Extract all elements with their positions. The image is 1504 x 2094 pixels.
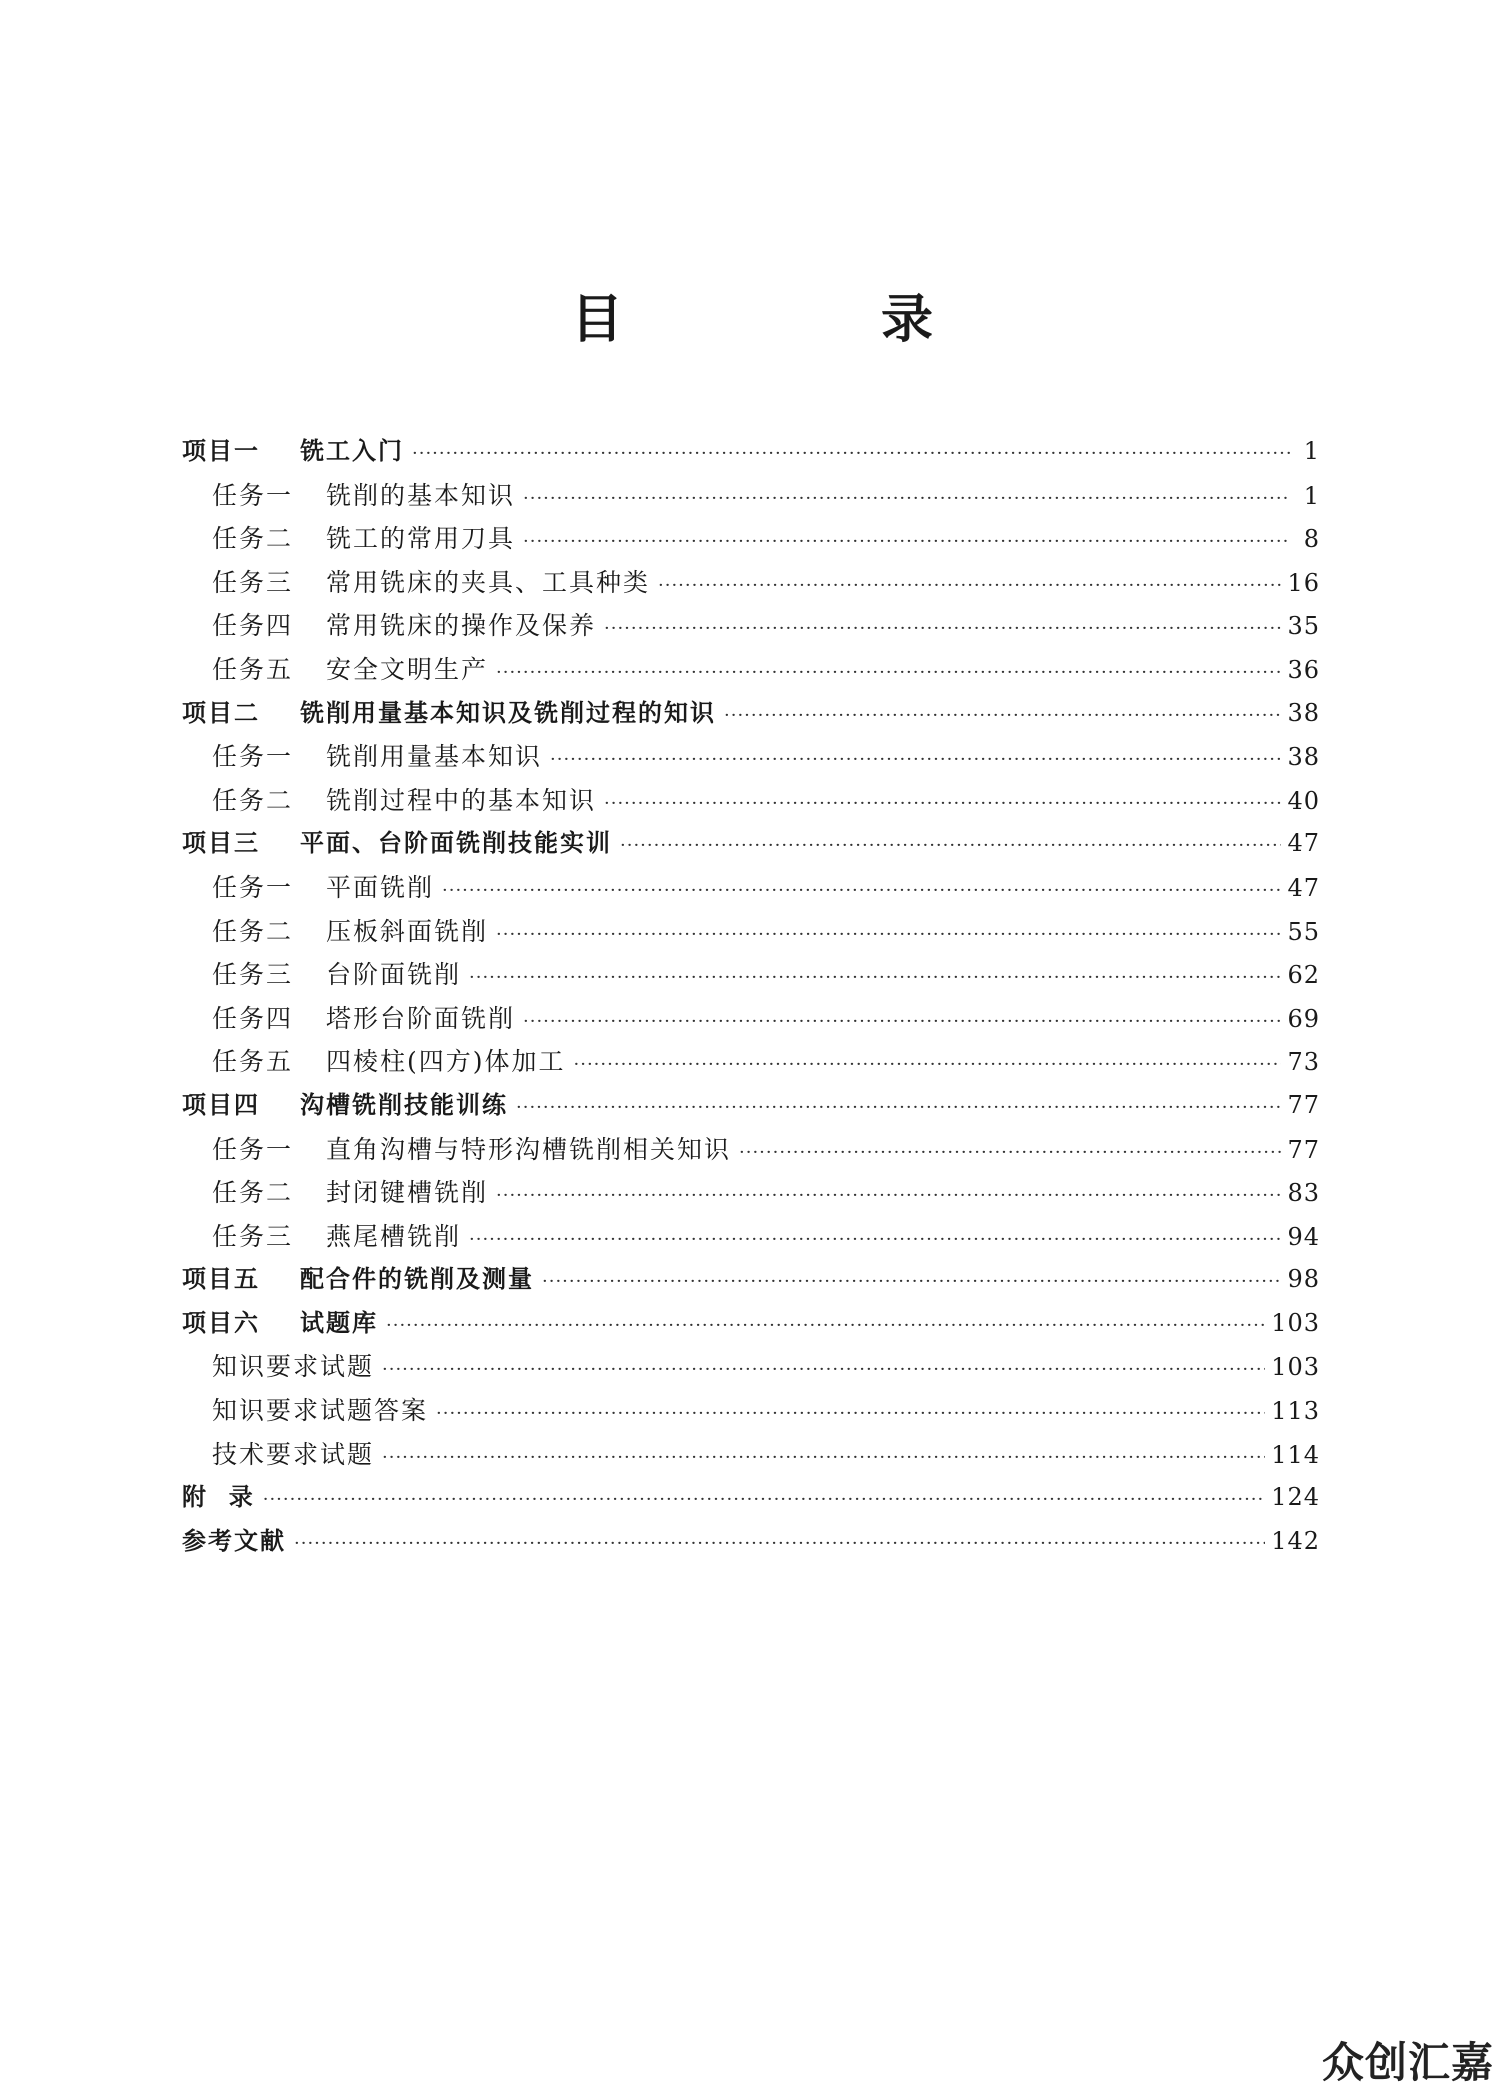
toc-entry-number: 项目二 <box>182 698 260 727</box>
dot-leader <box>523 520 1290 564</box>
toc-entry[interactable] <box>182 1215 1320 1259</box>
toc-entry-label: 配合件的铣削及测量 <box>300 1265 534 1294</box>
toc-entry-label: 塔形台阶面铣削 <box>326 1003 516 1033</box>
toc-entry-label: 燕尾槽铣削 <box>326 1221 462 1251</box>
toc-entry-number: 任务四 <box>212 1003 294 1033</box>
toc-entry-label: 铣削用量基本知识及铣削过程的知识 <box>300 698 716 727</box>
toc-entry-label: 平面铣削 <box>326 872 435 902</box>
toc-entry-number: 任务五 <box>212 1047 294 1077</box>
toc-entry[interactable] <box>182 604 1320 648</box>
toc-entry[interactable] <box>182 866 1320 910</box>
toc-entry[interactable] <box>182 1345 1320 1389</box>
toc-entry[interactable] <box>182 648 1320 692</box>
toc-entry[interactable] <box>182 910 1320 954</box>
toc-entry-number: 任务一 <box>212 1134 294 1164</box>
dot-leader <box>382 1436 1265 1480</box>
toc-entry-page-number: 83 <box>1287 1179 1320 1208</box>
dot-leader <box>294 1522 1265 1566</box>
toc-entry[interactable] <box>182 1520 1320 1564</box>
toc-entry-page-number: 1 <box>1303 481 1320 510</box>
toc-entry-page-number: 124 <box>1271 1483 1320 1512</box>
toc-entry-number: 任务三 <box>212 960 294 990</box>
toc-entry-label: 铣工入门 <box>300 437 404 465</box>
toc-entry-page-number: 98 <box>1287 1265 1320 1294</box>
toc-entry-label: 铣削过程中的基本知识 <box>326 785 597 815</box>
toc-entry-number: 任务五 <box>212 654 294 684</box>
dot-leader <box>496 651 1281 695</box>
toc-entry-number: 任务三 <box>212 1221 294 1251</box>
dot-leader <box>604 782 1281 826</box>
toc-entry[interactable] <box>182 561 1320 605</box>
toc-entry-number: 任务三 <box>212 567 294 597</box>
toc-entry-number: 任务二 <box>212 916 294 946</box>
toc-entry[interactable] <box>182 1433 1320 1477</box>
toc-entry[interactable] <box>182 692 1320 736</box>
toc-entry[interactable] <box>182 953 1320 997</box>
toc-entry-number: 项目三 <box>182 829 260 858</box>
toc-entry-label: 安全文明生产 <box>326 654 489 684</box>
toc-entry-page-number: 77 <box>1287 1135 1320 1164</box>
toc-entry-label: 四棱柱(四方)体加工 <box>326 1047 566 1077</box>
toc-entry-label: 封闭键槽铣削 <box>326 1178 489 1208</box>
toc-entry[interactable] <box>182 779 1320 823</box>
toc-entry[interactable] <box>182 1258 1320 1302</box>
toc-entry-page-number: 114 <box>1271 1440 1320 1469</box>
toc-entry-label: 压板斜面铣削 <box>326 916 489 946</box>
toc-entry-page-number: 47 <box>1287 829 1320 858</box>
toc-entry-page-number: 113 <box>1271 1397 1320 1426</box>
dot-leader <box>386 1304 1265 1348</box>
toc-entry[interactable] <box>182 1302 1320 1346</box>
toc-entry-number: 任务二 <box>212 524 294 554</box>
toc-entry-page-number: 38 <box>1287 743 1320 772</box>
toc-entry-number: 任务四 <box>212 611 294 641</box>
dot-leader <box>658 564 1281 608</box>
toc-entry[interactable] <box>182 735 1320 779</box>
toc-entry-page-number: 47 <box>1287 873 1320 902</box>
toc-entry-page-number: 142 <box>1271 1526 1320 1555</box>
dot-leader <box>724 694 1281 738</box>
toc-entry-number: 项目六 <box>182 1308 260 1337</box>
toc-entry-label: 附 录 <box>182 1483 255 1512</box>
toc-entry[interactable] <box>182 1040 1320 1084</box>
dot-leader <box>620 824 1281 868</box>
table-of-contents <box>182 430 1320 1563</box>
toc-entry-label: 铣削用量基本知识 <box>326 742 543 772</box>
toc-entry-page-number: 40 <box>1287 786 1320 815</box>
watermark-logo: 众创汇嘉 <box>1321 2038 1494 2087</box>
toc-entry-label: 参考文献 <box>182 1526 286 1555</box>
toc-entry-label: 试题库 <box>300 1308 378 1337</box>
dot-leader <box>263 1478 1265 1522</box>
dot-leader <box>496 913 1281 957</box>
toc-entry-page-number: 35 <box>1287 612 1320 641</box>
dot-leader <box>496 1174 1281 1218</box>
dot-leader <box>604 607 1281 651</box>
dot-leader <box>469 956 1281 1000</box>
toc-entry-label: 台阶面铣削 <box>326 960 462 990</box>
page-title: 目 录 <box>570 290 1054 350</box>
toc-entry[interactable] <box>182 474 1320 518</box>
toc-entry-number: 任务一 <box>212 742 294 772</box>
dot-leader <box>436 1392 1265 1436</box>
dot-leader <box>550 738 1281 782</box>
toc-entry-page-number: 94 <box>1287 1222 1320 1251</box>
toc-entry-label: 常用铣床的夹具、工具种类 <box>326 567 651 597</box>
dot-leader <box>523 1000 1281 1044</box>
dot-leader <box>382 1348 1265 1392</box>
toc-entry-number: 任务二 <box>212 1178 294 1208</box>
toc-entry-page-number: 69 <box>1287 1004 1320 1033</box>
toc-entry-page-number: 103 <box>1271 1353 1320 1382</box>
toc-entry-page-number: 8 <box>1303 525 1320 554</box>
toc-entry-label: 直角沟槽与特形沟槽铣削相关知识 <box>326 1134 732 1164</box>
toc-entry-page-number: 73 <box>1287 1048 1320 1077</box>
toc-entry-label: 知识要求试题 <box>212 1352 375 1382</box>
toc-entry-page-number: 16 <box>1287 568 1320 597</box>
toc-entry[interactable] <box>182 430 1320 474</box>
toc-entry-page-number: 77 <box>1287 1090 1320 1119</box>
toc-entry[interactable] <box>182 1128 1320 1172</box>
toc-entry[interactable] <box>182 822 1320 866</box>
dot-leader <box>469 1218 1281 1262</box>
dot-leader <box>739 1131 1281 1175</box>
toc-entry[interactable] <box>182 1476 1320 1520</box>
toc-entry-page-number: 38 <box>1287 698 1320 727</box>
toc-entry-number: 项目四 <box>182 1090 260 1119</box>
toc-entry-number: 任务二 <box>212 785 294 815</box>
toc-entry-label: 知识要求试题答案 <box>212 1396 429 1426</box>
toc-entry-label: 沟槽铣削技能训练 <box>300 1090 508 1119</box>
toc-entry-number: 任务一 <box>212 872 294 902</box>
dot-leader <box>542 1260 1281 1304</box>
toc-entry-page-number: 55 <box>1287 917 1320 946</box>
toc-entry-number: 项目五 <box>182 1265 260 1294</box>
toc-entry-label: 铣削的基本知识 <box>326 480 516 510</box>
toc-entry[interactable] <box>182 1389 1320 1433</box>
dot-leader <box>442 869 1281 913</box>
toc-entry-page-number: 36 <box>1287 655 1320 684</box>
toc-entry-page-number: 103 <box>1271 1308 1320 1337</box>
toc-entry[interactable] <box>182 517 1320 561</box>
toc-entry-number: 任务一 <box>212 480 294 510</box>
toc-entry-label: 铣工的常用刀具 <box>326 524 516 554</box>
dot-leader <box>523 477 1290 521</box>
toc-entry[interactable] <box>182 1171 1320 1215</box>
dot-leader <box>516 1086 1281 1130</box>
toc-entry-number: 项目一 <box>182 437 260 465</box>
dot-leader <box>574 1043 1282 1087</box>
toc-entry-label: 技术要求试题 <box>212 1439 375 1469</box>
toc-entry[interactable] <box>182 1084 1320 1128</box>
toc-entry-page-number: 1 <box>1303 437 1320 465</box>
toc-entry-label: 常用铣床的操作及保养 <box>326 611 597 641</box>
toc-entry-label: 平面、台阶面铣削技能实训 <box>300 829 612 858</box>
dot-leader <box>412 432 1290 476</box>
toc-entry[interactable] <box>182 997 1320 1041</box>
toc-entry-page-number: 62 <box>1287 961 1320 990</box>
